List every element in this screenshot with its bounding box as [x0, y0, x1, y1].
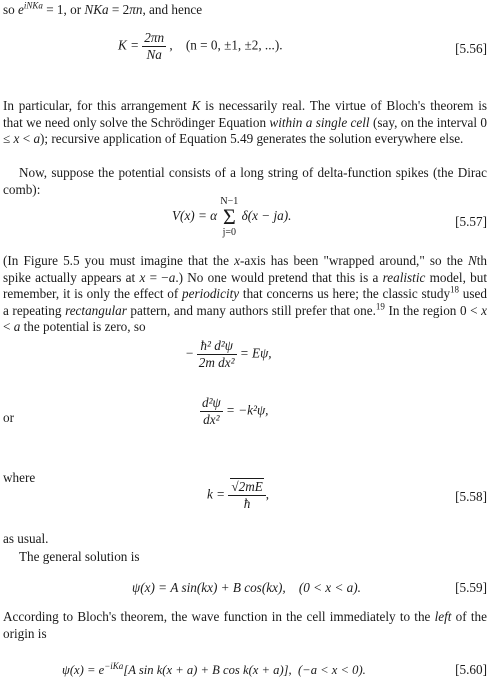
equation-5-57: V(x) = α N−1 Σ j=0 δ(x − ja). — [172, 196, 292, 238]
equation-second-derivative: $\frac{\text{d²ψ}}{\text{dx²}}$ = −k²ψ, — [202, 395, 269, 427]
line-general-solution: The general solution is — [19, 549, 140, 564]
equation-5-60: $\psi(x) = e^{-iKa}[A$ sin k(x + a) + B cos k(x + a)], (−a < x < 0). — [62, 660, 366, 677]
paragraph-dirac-comb: Now, suppose the potential consists of a long string of delta-function spikes (the Dirac comb): — [3, 165, 487, 197]
word-or: or — [3, 410, 14, 425]
intro-line: so $e^{iNKa} = 1$, or NKa = 2πn, and hence — [3, 0, 203, 17]
equation-5-59: ψ(x) = A sin(kx) + B cos(kx), (0 < x < a). — [132, 580, 361, 595]
equation-number-5-57: [5.57] — [455, 214, 487, 229]
equation-5-56: K = $\frac{2\pi n}{Na}$ , (n = 0, ±1, ±2, ...). — [118, 30, 283, 62]
paragraph-bloch-virtue: In particular, for this arrangement K is necessarily real. The virtue of Bloch's theorem is that we need only solve the Schrödinger Equation within a single cell (say, on the interval 0 ≤ x < a); recursive application of Equation 5.49 generates the solution everywhere else. — [3, 98, 488, 147]
word-where: where — [3, 470, 36, 485]
equation-number-5-60: [5.60] — [455, 662, 487, 677]
equation-number-5-58: [5.58] — [455, 489, 487, 504]
equation-schrodinger: − $\frac{\text{ħ² d²ψ}}{\text{2m dx²}}$ = Eψ, — [186, 338, 272, 370]
equation-number-5-59: [5.59] — [455, 580, 487, 595]
summation-symbol: N−1 Σ j=0 — [220, 196, 239, 238]
equation-5-58: k = $\frac{√2mE}{ħ}$ , — [207, 479, 270, 511]
equation-number-5-56: [5.56] — [455, 41, 487, 56]
paragraph-wrapped-around: (In Figure 5.5 you must imagine that the x-axis has been "wrapped around," so the Nth spike actually appears at x = −a.) No one would pretend that this is a realistic model, but remember, it is only the effect of periodicity that concerns us here; the classic study$^{18}$ used a repeating rectangular pattern, and many authors still prefer that one.$^{19}$ In the region 0 < x < a the potential is zero, so — [3, 253, 488, 335]
paragraph-bloch-left-cell: According to Bloch's theorem, the wave function in the cell immediately to the left of the origin is — [3, 609, 487, 641]
line-as-usual: as usual. — [3, 531, 49, 546]
